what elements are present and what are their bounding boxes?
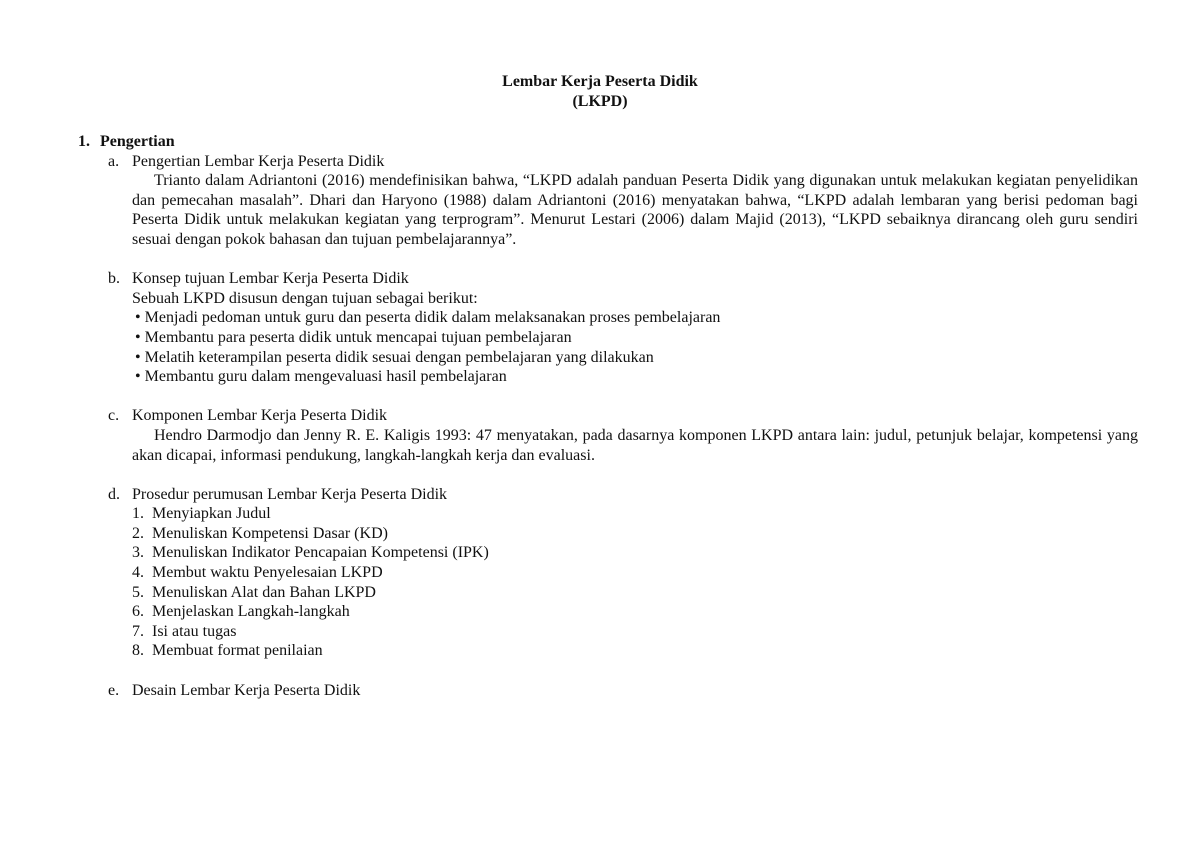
subsection-d [78,485,1138,661]
numbered-list [132,504,1138,661]
paragraph: Hendro Darmodjo dan Jenny R. E. Kaligis 1993: 47 menyatakan, pada dasarnya komponen LKPD antara lain: judul, petunjuk belajar, kompetensi yang akan dicapai, informasi pendukung, langkah-langkah kerja dan evaluasi. [132,426,1138,464]
step-text: Membut waktu Penyelesaian LKPD [152,564,383,582]
step-number: 1. [132,505,144,523]
list-item [132,563,1138,583]
step-number: 8. [132,642,144,660]
step-text: Isi atau tugas [152,622,237,640]
subsection-letter: d. [108,485,120,503]
subsection-heading: Konsep tujuan Lembar Kerja Peserta Didik [132,270,409,288]
step-text: Menuliskan Alat dan Bahan LKPD [152,583,376,601]
bullet-list [132,308,1138,386]
subsection-heading: Desain Lembar Kerja Peserta Didik [132,681,361,699]
step-text: Menuliskan Indikator Pencapaian Kompetensi (IPK) [152,544,489,562]
subsection-heading: Komponen Lembar Kerja Peserta Didik [132,407,388,425]
subsection-b [78,269,1138,387]
list-item [132,524,1138,544]
section-heading-text: Pengertian [100,133,175,150]
subsection-letter: a. [108,152,120,170]
step-number: 4. [132,564,144,582]
section-number: 1. [78,133,90,150]
step-number: 5. [132,583,144,601]
list-item [132,583,1138,603]
subsection-e [78,681,1138,701]
section-heading [78,132,1138,152]
step-number: 6. [132,603,144,621]
step-number: 7. [132,622,144,640]
step-number: 3. [132,544,144,562]
list-item [132,504,1138,524]
subsection-letter: e. [108,681,120,699]
subsection-c [78,406,1138,465]
step-number: 2. [132,524,144,542]
list-item: • Membantu para peserta didik untuk mencapai tujuan pembelajaran [135,328,1138,348]
subsection-letter: b. [108,270,120,288]
list-item: • Melatih keterampilan peserta didik sesuai dengan pembelajaran yang dilakukan [135,348,1138,368]
subsection-a [78,152,1138,250]
list-item: • Membantu guru dalam mengevaluasi hasil pembelajaran [135,367,1138,387]
step-text: Menuliskan Kompetensi Dasar (KD) [152,524,388,542]
list-item [132,543,1138,563]
paragraph: Trianto dalam Adriantoni (2016) mendefinisikan bahwa, “LKPD adalah panduan Peserta Didik yang digunakan untuk melakukan kegiatan penyelidikan dan pemecahan masalah”. Dhari dan Haryono (1988) dalam Adriantoni (2016) menyatakan bahwa, “LKPD adalah lembaran yang berisi pedoman bagi Peserta Didik untuk melakukan kegiatan yang terprogram”. Menurut Lestari (2006) dalam Majid (2013), “LKPD sebaiknya dirancang oleh guru sendiri sesuai dengan pokok bahasan dan tujuan pembelajarannya”. [132,172,1138,248]
document-subtitle: (LKPD) [572,93,628,110]
step-text: Membuat format penilaian [152,642,323,660]
step-text: Menyiapkan Judul [152,505,271,523]
list-item [132,622,1138,642]
list-item: • Menjadi pedoman untuk guru dan peserta didik dalam melaksanakan proses pembelajaran [135,308,1138,328]
document-title: Lembar Kerja Peserta Didik [502,73,698,90]
subsection-heading: Pengertian Lembar Kerja Peserta Didik [132,152,385,170]
list-item [132,641,1138,661]
section-pengertian [78,132,1138,700]
subsection-letter: c. [108,407,120,425]
subsection-heading: Prosedur perumusan Lembar Kerja Peserta Didik [132,485,448,503]
list-item [132,602,1138,622]
step-text: Menjelaskan Langkah-langkah [152,603,350,621]
list-intro: Sebuah LKPD disusun dengan tujuan sebagai berikut: [132,289,478,307]
